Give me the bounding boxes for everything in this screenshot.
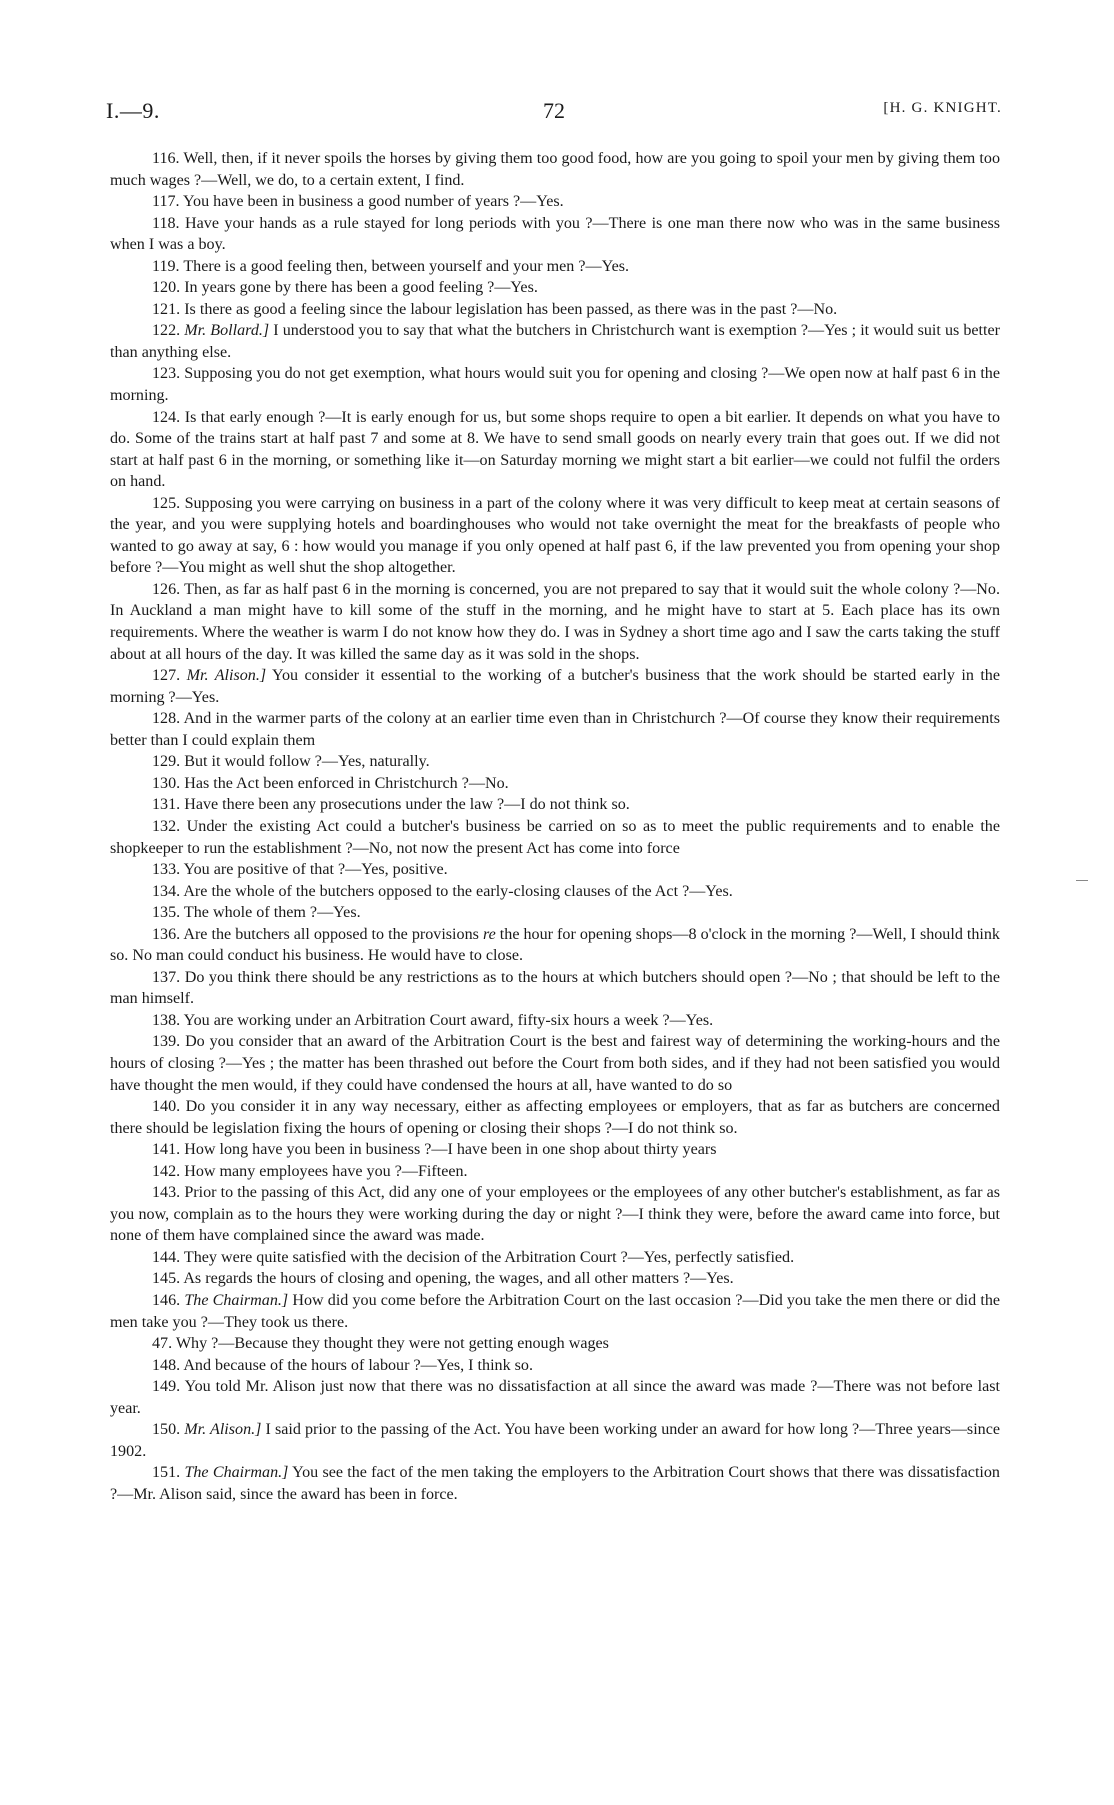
question-paragraph xyxy=(110,1268,1000,1290)
question-text: Are the whole of the butchers opposed to the early-closing clauses of the Act ?—Yes. xyxy=(183,882,733,900)
question-text: Under the existing Act could a butcher's business be carried on so as to meet the public requirements and to enable the shopkeeper to run the establishment ?—No, not now the present Act has come into force xyxy=(110,817,1000,857)
question-text: I understood you to say that what the butchers in Christchurch want is exemption ?—Yes ; it would suit us better than anything else. xyxy=(110,322,1000,361)
question-text: Do you consider that an award of the Arbitration Court is the best and fairest way of determining the working-hours and the hours of closing ?—Yes ; the matter has been thrashed out before the Court from both sides, and if they had not been satisfied you would have thought the men would, if they could have condensed the hours at all, have wanted to do so xyxy=(110,1033,1000,1094)
question-text: Have there been any prosecutions under the law ?—I do not think so. xyxy=(184,796,630,814)
question-number: 149. xyxy=(152,1378,181,1396)
speaker-name: Mr. Alison.] xyxy=(184,1421,262,1439)
question-text: You see the fact of the men taking the employers to the Arbitration Court shows that there was dissatisfaction ?—Mr. Alison said, since the award has been in force. xyxy=(110,1464,1000,1503)
question-paragraph xyxy=(110,191,1000,213)
question-number: 127. xyxy=(152,667,181,685)
question-number: 139. xyxy=(152,1033,181,1051)
question-number: 138. xyxy=(152,1011,181,1029)
question-paragraph xyxy=(110,924,1000,967)
question-number: 133. xyxy=(152,861,181,879)
question-number: 131. xyxy=(152,796,181,814)
question-paragraph xyxy=(110,794,1000,816)
question-paragraph xyxy=(110,1355,1000,1377)
question-paragraph xyxy=(110,320,1000,363)
question-text: How did you come before the Arbitration Court on the last occasion ?—Did you take the men there or did the men take you ?—They took us there. xyxy=(110,1291,1001,1331)
question-paragraph xyxy=(110,1290,1000,1333)
question-number: 122. xyxy=(152,322,181,340)
question-text: And in the warmer parts of the colony at an earlier time even than in Christchurch ?—Of course they know their requirements better than I could explain them xyxy=(110,710,1000,749)
question-text: I said prior to the passing of the Act. You have been working under an award for how long ?—Three years—since 1902. xyxy=(110,1421,1001,1460)
question-paragraph xyxy=(110,256,1000,278)
question-text: As regards the hours of closing and opening, the wages, and all other matters ?—Yes. xyxy=(183,1270,734,1288)
question-text: In years gone by there has been a good feeling ?—Yes. xyxy=(184,279,538,297)
question-paragraph xyxy=(110,773,1000,795)
question-paragraph xyxy=(110,881,1000,903)
question-number: 121. xyxy=(152,300,181,318)
question-number: 125. xyxy=(152,494,181,512)
question-number: 150. xyxy=(152,1421,181,1439)
question-text: How long have you been in business ?—I have been in one shop about thirty years xyxy=(184,1141,717,1159)
question-number: 118. xyxy=(152,214,180,232)
question-number: 116. xyxy=(152,150,180,167)
question-text: You are working under an Arbitration Court award, fifty-six hours a week ?—Yes. xyxy=(183,1011,714,1029)
question-number: 123. xyxy=(152,365,181,383)
speaker-name: The Chairman.] xyxy=(184,1464,289,1482)
question-text: Is that early enough ?—It is early enough for us, but some shops require to open a bit earlier. It depends on what you have to do. Some of the trains start at half past 7 and some at 8. We have to send small goods on nearly every train that goes out. If we did not start at half past 6 in the morning, or something like it—on Saturday morning we might start a bit earlier—we could not fulfil the orders on hand. xyxy=(110,408,1000,491)
question-paragraph xyxy=(110,902,1000,924)
question-paragraph xyxy=(110,407,1000,493)
question-paragraph xyxy=(110,708,1000,751)
question-paragraph xyxy=(110,363,1000,406)
question-number: 146. xyxy=(152,1291,181,1309)
question-number: 151. xyxy=(152,1464,181,1482)
question-paragraph xyxy=(110,299,1000,321)
question-text: Do you consider it in any way necessary, either as affecting employees or employers, that as far as butchers are concerned there should be legislation fixing the hours of opening or closing their shops ?—I do not think so. xyxy=(110,1098,1000,1137)
page-number: 72 xyxy=(543,98,565,123)
question-paragraph xyxy=(110,665,1000,708)
question-paragraph xyxy=(110,1376,1000,1419)
question-text: Prior to the passing of this Act, did any one of your employees or the employees of any other butcher's establishment, as far as you now, complain as to the hours they were working during the day or night ?—I think they were, before the award came into force, but none of them have complained since the award was made. xyxy=(110,1184,1000,1245)
question-paragraph xyxy=(110,967,1000,1010)
page-header xyxy=(106,98,1002,128)
question-number: 134. xyxy=(152,882,181,900)
question-number: 47. xyxy=(152,1335,173,1353)
question-number: 148. xyxy=(152,1356,181,1374)
question-paragraph xyxy=(110,1182,1000,1247)
question-number: 135. xyxy=(152,904,181,922)
question-text: How many employees have you ?—Fifteen. xyxy=(184,1162,468,1180)
question-paragraph xyxy=(110,859,1000,881)
question-text: Has the Act been enforced in Christchurch ?—No. xyxy=(184,774,509,792)
question-paragraph xyxy=(110,1031,1000,1096)
question-text: Why ?—Because they thought they were not getting enough wages xyxy=(175,1335,609,1353)
question-paragraph xyxy=(110,1139,1000,1161)
question-number: 129. xyxy=(152,753,181,771)
question-paragraph xyxy=(110,1462,1000,1505)
question-paragraph xyxy=(110,493,1000,579)
question-number: 130. xyxy=(152,774,181,792)
question-text: There is a good feeling then, between yourself and your men ?—Yes. xyxy=(183,257,630,275)
question-number: 143. xyxy=(152,1184,181,1202)
question-text: Then, as far as half past 6 in the morning is concerned, you are not prepared to say that it would suit the whole colony ?—No. In Auckland a man might have to kill some of the stuff in the morning, and he might have to start at 5. Each place has its own requirements. Where the weather is warm I do not know how they do. I was in Sydney a short time ago and I saw the carts taking the stuff about at all hours of the day. It was killed the same day as it was sold in the shops. xyxy=(110,580,1001,663)
question-paragraph xyxy=(110,579,1000,665)
question-number: 141. xyxy=(152,1141,181,1159)
question-text: You have been in business a good number of years ?—Yes. xyxy=(183,193,564,211)
question-paragraph xyxy=(110,1096,1000,1139)
question-text: Do you think there should be any restrictions as to the hours at which butchers should open ?—No ; that should be left to the man himself. xyxy=(110,968,1000,1008)
italic-word: re xyxy=(482,925,496,943)
question-number: 140. xyxy=(152,1098,181,1116)
question-paragraph xyxy=(110,816,1000,859)
question-text: You consider it essential to the working of a butcher's business that the work should be started early in the morning ?—Yes. xyxy=(110,667,1000,706)
question-text: You are positive of that ?—Yes, positive. xyxy=(183,861,448,879)
witness-name: [H. G. KNIGHT. xyxy=(883,100,1002,116)
question-paragraph xyxy=(110,1333,1000,1355)
question-number: 124. xyxy=(152,408,181,426)
question-paragraph xyxy=(110,148,1000,191)
question-number: 117. xyxy=(152,193,180,211)
question-paragraph xyxy=(110,1247,1000,1269)
question-text: They were quite satisfied with the decision of the Arbitration Court ?—Yes, perfectly satisfied. xyxy=(183,1248,795,1266)
question-text: The whole of them ?—Yes. xyxy=(183,904,361,922)
question-text-before: Are the butchers all opposed to the provisions xyxy=(183,925,479,943)
question-number: 144. xyxy=(152,1248,181,1266)
question-number: 137. xyxy=(152,968,181,986)
margin-mark xyxy=(1076,880,1088,881)
evidence-body xyxy=(110,148,1000,1505)
question-text: Have your hands as a rule stayed for long periods with you ?—There is one man there now who was in the same business when I was a boy. xyxy=(110,214,1000,254)
question-paragraph xyxy=(110,277,1000,299)
question-number: 132. xyxy=(152,817,181,835)
question-text: Well, then, if it never spoils the horses by giving them too good food, how are you going to spoil your men by giving them too much wages ?—Well, we do, to a certain extent, I find. xyxy=(110,150,1000,189)
speaker-name: The Chairman.] xyxy=(184,1291,289,1309)
question-text: And because of the hours of labour ?—Yes, I think so. xyxy=(183,1356,533,1374)
question-text: Is there as good a feeling since the labour legislation has been passed, as there was in the past ?—No. xyxy=(184,300,838,318)
question-number: 128. xyxy=(152,710,181,728)
question-paragraph xyxy=(110,1010,1000,1032)
question-paragraph xyxy=(110,1419,1000,1462)
question-number: 126. xyxy=(152,580,181,598)
question-number: 145. xyxy=(152,1270,181,1288)
paper-reference: I.—9. xyxy=(106,98,160,123)
question-paragraph xyxy=(110,1161,1000,1183)
question-text: Supposing you do not get exemption, what hours would suit you for opening and closing ?—We open now at half past 6 in the morning. xyxy=(110,365,1000,405)
question-text: You told Mr. Alison just now that there was no dissatisfaction at all since the award was made ?—There was not before last year. xyxy=(110,1378,1000,1417)
question-text: But it would follow ?—Yes, naturally. xyxy=(184,753,430,771)
question-number: 120. xyxy=(152,279,181,297)
question-number: 136. xyxy=(152,925,181,943)
question-paragraph xyxy=(110,213,1000,256)
question-number: 142. xyxy=(152,1162,181,1180)
speaker-name: Mr. Alison.] xyxy=(186,667,267,685)
question-text: the hour for opening shops—8 o'clock in the morning ?—Well, I should think so. No man could conduct his business. He would have to close. xyxy=(110,925,1000,965)
question-number: 119. xyxy=(152,257,180,275)
question-paragraph xyxy=(110,751,1000,773)
speaker-name: Mr. Bollard.] xyxy=(184,322,270,340)
question-text: Supposing you were carrying on business in a part of the colony where it was very difficult to keep meat at certain seasons of the year, and you were supplying hotels and boardinghouses who would not take overnight the meat for the breakfasts of people who wanted to go away at say, 6 : how would you manage if you only opened at half past 6, if the law prevented you from opening your shop before ?—You might as well shut the shop altogether. xyxy=(110,494,1001,577)
